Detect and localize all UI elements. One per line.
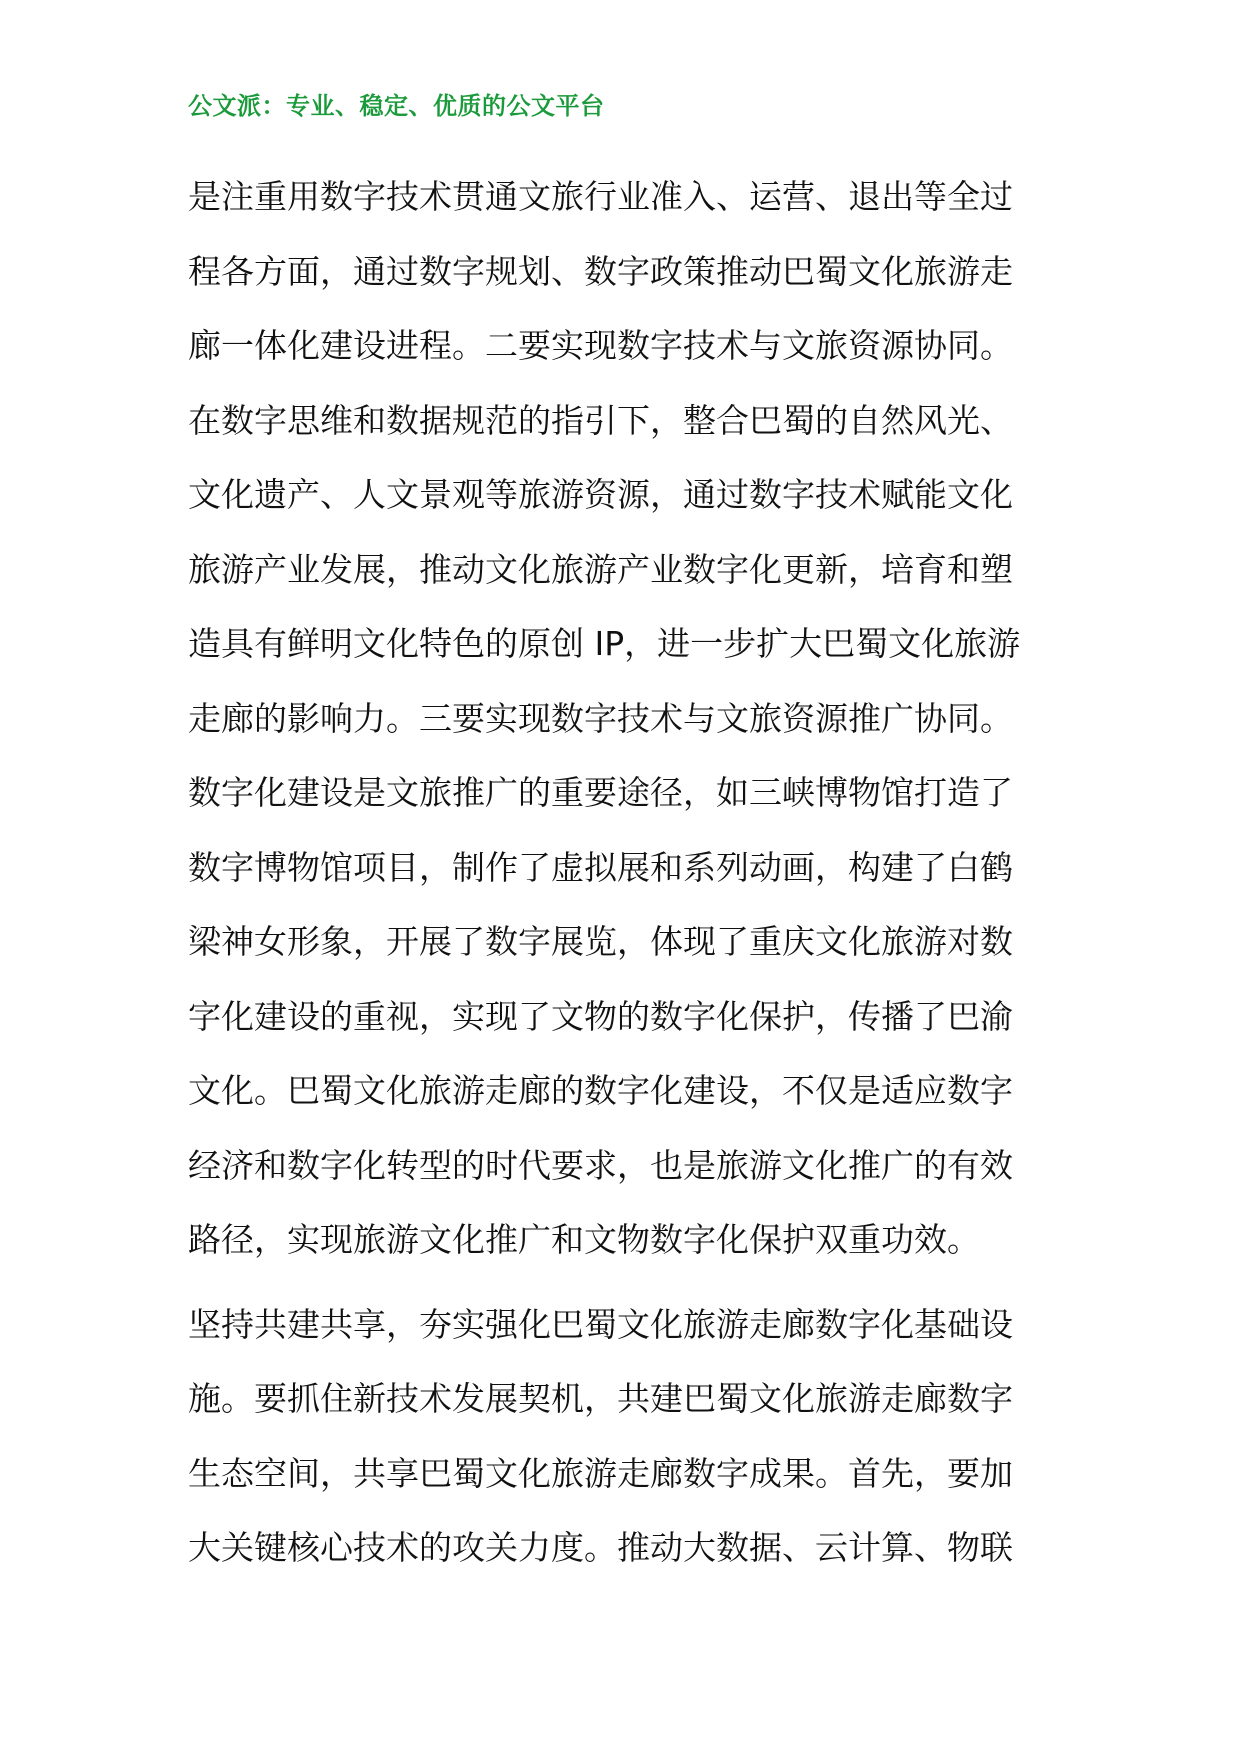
text-line: 数字博物馆项目，制作了虚拟展和系列动画，构建了白鹤 xyxy=(188,847,1013,887)
text-line: 造具有鲜明文化特色的原创 IP，进一步扩大巴蜀文化旅游 xyxy=(188,624,1021,663)
paragraph-1 xyxy=(188,160,1068,1278)
paragraph-2 xyxy=(188,1288,1068,1586)
page-header: 公文派：专业、稳定、优质的公文平台 xyxy=(188,92,605,120)
text-line: 数字化建设是文旅推广的重要途径，如三峡博物馆打造了 xyxy=(188,773,1013,812)
text-line: 生态空间，共享巴蜀文化旅游走廊数字成果。首先，要加 xyxy=(188,1453,1013,1493)
text-line: 程各方面，通过数字规划、数字政策推动巴蜀文化旅游走 xyxy=(188,251,1013,291)
text-line: 字化建设的重视，实现了文物的数字化保护，传播了巴渝 xyxy=(188,996,1013,1036)
text-line: 旅游产业发展，推动文化旅游产业数字化更新，培育和塑 xyxy=(188,549,1013,589)
text-line: 是注重用数字技术贯通文旅行业准入、运营、退出等全过 xyxy=(188,177,1013,216)
text-line: 大关键核心技术的攻关力度。推动大数据、云计算、物联 xyxy=(188,1528,1013,1567)
paragraph-gap xyxy=(188,1278,1068,1288)
text-line: 路径，实现旅游文化推广和文物数字化保护双重功效。 xyxy=(188,1220,980,1259)
text-line: 经济和数字化转型的时代要求，也是旅游文化推广的有效 xyxy=(188,1145,1013,1185)
text-line: 施。要抓住新技术发展契机，共建巴蜀文化旅游走廊数字 xyxy=(188,1379,1013,1418)
text-line: 坚持共建共享，夯实强化巴蜀文化旅游走廊数字化基础设 xyxy=(188,1304,1013,1344)
text-line: 廊一体化建设进程。二要实现数字技术与文旅资源协同。 xyxy=(188,326,1013,365)
text-line: 文化。巴蜀文化旅游走廊的数字化建设，不仅是适应数字 xyxy=(188,1071,1013,1110)
text-line: 文化遗产、人文景观等旅游资源，通过数字技术赋能文化 xyxy=(188,475,1013,514)
text-line: 走廊的影响力。三要实现数字技术与文旅资源推广协同。 xyxy=(188,698,1013,738)
text-line: 梁神女形象，开展了数字展览，体现了重庆文化旅游对数 xyxy=(188,922,1013,961)
text-line: 在数字思维和数据规范的指引下，整合巴蜀的自然风光、 xyxy=(188,400,1013,440)
document-body xyxy=(188,160,1068,1586)
